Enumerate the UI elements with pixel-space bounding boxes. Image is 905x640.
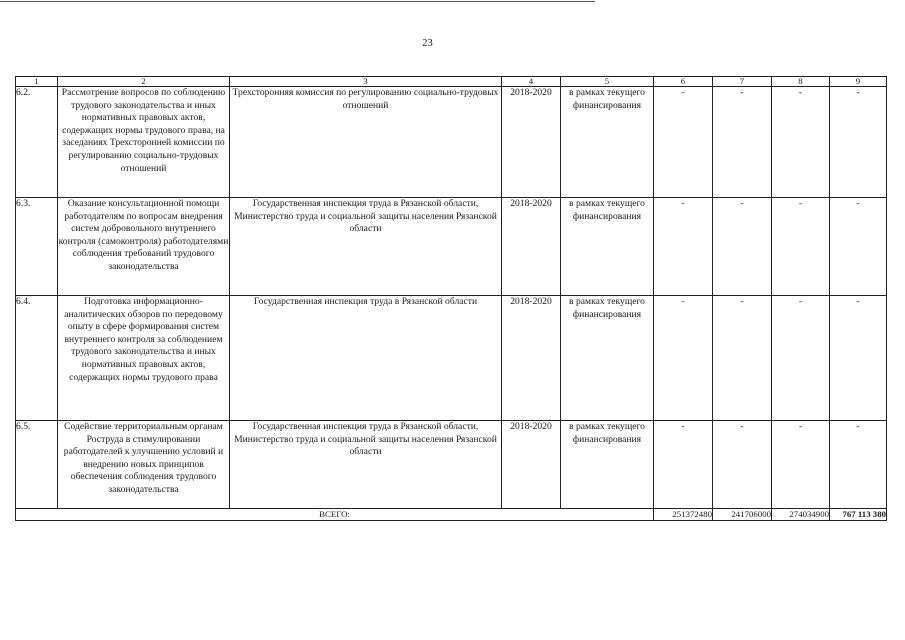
table-header-row — [16, 77, 887, 87]
period: 2018-2020 — [502, 421, 561, 509]
amount-total: - — [830, 421, 887, 509]
row-number: 6.2. — [16, 87, 58, 198]
total-grand: 767 113 380 — [830, 509, 887, 521]
executor: Трехсторонняя комиссия по регулированию социально-трудовых отношений — [230, 87, 502, 198]
financing-source: в рамках текущего финансирования — [561, 87, 654, 198]
amount-2020: - — [772, 87, 830, 198]
measure-name: Содействие территориальным органам Роструда в стимулировании работодателей к улучшению условий и внедрению новых принципов обеспечения соблюдения трудового законодательства — [58, 421, 230, 509]
executor: Государственная инспекция труда в Рязанской области, Министерство труда и социальной защиты населения Рязанской области — [230, 421, 502, 509]
total-label: ВСЕГО: — [16, 509, 654, 521]
header-cell: 4 — [502, 77, 561, 87]
amount-total: - — [830, 87, 887, 198]
table-row — [16, 421, 887, 509]
period: 2018-2020 — [502, 296, 561, 421]
amount-total: - — [830, 198, 887, 296]
total-row — [16, 509, 887, 521]
measure-name: Оказание консультационной помощи работодателям по вопросам внедрения систем добровольного внутреннего контроля (самоконтроля) работодателями соблюдения требований трудового законодательства — [58, 198, 230, 296]
financing-source: в рамках текущего финансирования — [561, 421, 654, 509]
amount-2018: - — [654, 87, 713, 198]
row-number: 6.4. — [16, 296, 58, 421]
amount-2019: - — [713, 296, 772, 421]
financing-source: в рамках текущего финансирования — [561, 198, 654, 296]
financing-source: в рамках текущего финансирования — [561, 296, 654, 421]
header-cell: 1 — [16, 77, 58, 87]
table-row — [16, 198, 887, 296]
page-number: 23 — [422, 38, 433, 49]
top-border-line — [0, 1, 595, 2]
amount-2018: - — [654, 421, 713, 509]
table-row — [16, 87, 887, 198]
total-2019: 241706000 — [713, 509, 772, 521]
amount-2019: - — [713, 87, 772, 198]
header-cell: 3 — [230, 77, 502, 87]
table-row — [16, 296, 887, 421]
period: 2018-2020 — [502, 87, 561, 198]
measures-table — [15, 76, 887, 521]
executor: Государственная инспекция труда в Рязанской области — [230, 296, 502, 421]
row-number: 6.3. — [16, 198, 58, 296]
header-cell: 9 — [830, 77, 887, 87]
amount-2018: - — [654, 296, 713, 421]
header-cell: 7 — [713, 77, 772, 87]
amount-total: - — [830, 296, 887, 421]
amount-2018: - — [654, 198, 713, 296]
amount-2020: - — [772, 198, 830, 296]
amount-2019: - — [713, 198, 772, 296]
total-2020: 274034900 — [772, 509, 830, 521]
total-2018: 251372480 — [654, 509, 713, 521]
row-number: 6.5. — [16, 421, 58, 509]
measure-name: Подготовка информационно-аналитических обзоров по передовому опыту в сфере формирования систем внутреннего контроля за соблюдением трудового законодательства и иных нормативных правовых актов, содержащих нормы трудового права — [58, 296, 230, 421]
header-cell: 8 — [772, 77, 830, 87]
header-cell: 5 — [561, 77, 654, 87]
header-cell: 6 — [654, 77, 713, 87]
amount-2019: - — [713, 421, 772, 509]
period: 2018-2020 — [502, 198, 561, 296]
executor: Государственная инспекция труда в Рязанской области, Министерство труда и социальной защиты населения Рязанской области — [230, 198, 502, 296]
header-cell: 2 — [58, 77, 230, 87]
amount-2020: - — [772, 296, 830, 421]
measure-name: Рассмотрение вопросов по соблюдению трудового законодательства и иных нормативных правовых актов, содержащих нормы трудового права, на заседаниях Трехсторонней комиссии по регулированию социально-трудовых отношений — [58, 87, 230, 198]
amount-2020: - — [772, 421, 830, 509]
